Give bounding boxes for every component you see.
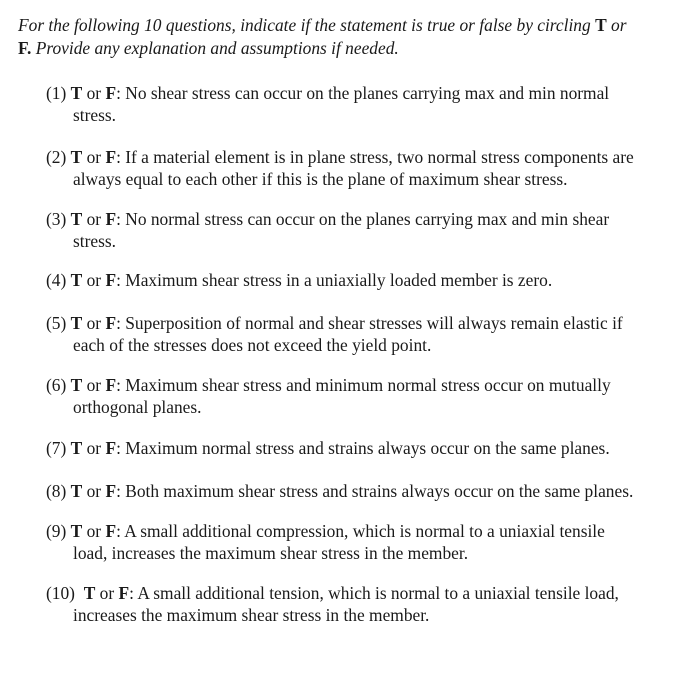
question-line-1	[46, 312, 666, 334]
question-line-1	[46, 437, 666, 459]
instructions	[18, 14, 668, 60]
question-5	[46, 312, 666, 356]
or-label: or	[82, 209, 106, 229]
question-number: (8)	[46, 481, 67, 501]
true-option[interactable]: T	[70, 147, 83, 167]
true-option[interactable]: T	[83, 583, 96, 603]
colon: :	[116, 438, 121, 458]
colon: :	[116, 83, 121, 103]
false-option[interactable]: F	[105, 147, 117, 167]
question-line-2: stress.	[73, 231, 116, 251]
instructions-or: or	[606, 15, 627, 35]
question-text: Maximum normal stress and strains always occur on the same planes.	[120, 438, 610, 458]
question-line-1	[46, 146, 666, 168]
colon: :	[116, 521, 121, 541]
true-option[interactable]: T	[70, 209, 83, 229]
colon: :	[116, 270, 121, 290]
instructions-false-letter: F.	[18, 38, 32, 58]
instructions-line-2	[18, 37, 668, 60]
question-3	[46, 208, 666, 252]
instructions-true-letter: T	[595, 15, 607, 35]
or-label: or	[82, 375, 106, 395]
or-label: or	[95, 583, 119, 603]
instructions-line-1	[18, 14, 668, 37]
colon: :	[129, 583, 134, 603]
false-option[interactable]: F	[105, 375, 117, 395]
false-option[interactable]: F	[105, 521, 117, 541]
question-number: (4)	[46, 270, 67, 290]
question-text: If a material element is in plane stress, two normal stress components are	[120, 147, 634, 167]
question-number: (9)	[46, 521, 67, 541]
question-line-1	[46, 82, 666, 104]
true-option[interactable]: T	[70, 375, 83, 395]
colon: :	[116, 481, 121, 501]
question-number: (2)	[46, 147, 67, 167]
question-line-1	[46, 269, 666, 291]
question-line-1	[46, 374, 666, 396]
question-text: Superposition of normal and shear stresses will always remain elastic if	[120, 313, 623, 333]
question-line-2: each of the stresses does not exceed the yield point.	[73, 335, 432, 355]
question-line-2: stress.	[73, 105, 116, 125]
false-option[interactable]: F	[105, 209, 117, 229]
or-label: or	[82, 270, 106, 290]
false-option[interactable]: F	[105, 438, 117, 458]
question-text: A small additional compression, which is normal to a uniaxial tensile	[120, 521, 605, 541]
question-line-2: load, increases the maximum shear stress in the member.	[73, 543, 469, 563]
question-1	[46, 82, 666, 126]
question-6	[46, 374, 666, 418]
question-text: Both maximum shear stress and strains always occur on the same planes.	[120, 481, 634, 501]
or-label: or	[82, 438, 106, 458]
question-10	[46, 582, 666, 626]
question-number: (1)	[46, 83, 67, 103]
question-number: (6)	[46, 375, 67, 395]
false-option[interactable]: F	[105, 83, 117, 103]
or-label: or	[82, 313, 106, 333]
false-option[interactable]: F	[118, 583, 130, 603]
question-number: (10)	[46, 583, 75, 603]
question-text: No shear stress can occur on the planes carrying max and min normal	[120, 83, 610, 103]
question-text: A small additional tension, which is normal to a uniaxial tensile load,	[133, 583, 619, 603]
instructions-text-1: For the following 10 questions, indicate if the statement is true or false by circling	[18, 15, 596, 35]
question-line-1	[46, 480, 666, 502]
colon: :	[116, 375, 121, 395]
question-9	[46, 520, 666, 564]
colon: :	[116, 209, 121, 229]
question-line-2: always equal to each other if this is the plane of maximum shear stress.	[73, 169, 568, 189]
question-text: Maximum shear stress in a uniaxially loaded member is zero.	[120, 270, 553, 290]
true-option[interactable]: T	[70, 83, 83, 103]
true-option[interactable]: T	[70, 270, 83, 290]
question-2	[46, 146, 666, 190]
question-line-1	[46, 582, 666, 604]
question-7	[46, 437, 666, 459]
false-option[interactable]: F	[105, 270, 117, 290]
question-line-1	[46, 520, 666, 542]
question-line-2: orthogonal planes.	[73, 397, 202, 417]
colon: :	[116, 313, 121, 333]
question-text: Maximum shear stress and minimum normal stress occur on mutually	[120, 375, 611, 395]
instructions-text-2: Provide any explanation and assumptions if needed.	[31, 38, 399, 58]
question-number: (3)	[46, 209, 67, 229]
true-option[interactable]: T	[70, 481, 83, 501]
false-option[interactable]: F	[105, 481, 117, 501]
or-label: or	[82, 521, 106, 541]
question-line-1	[46, 208, 666, 230]
question-8	[46, 480, 666, 502]
or-label: or	[82, 147, 106, 167]
false-option[interactable]: F	[105, 313, 117, 333]
question-4	[46, 269, 666, 291]
true-option[interactable]: T	[70, 521, 83, 541]
question-number: (5)	[46, 313, 67, 333]
question-line-2: increases the maximum shear stress in the member.	[73, 605, 430, 625]
true-option[interactable]: T	[70, 438, 83, 458]
true-option[interactable]: T	[70, 313, 83, 333]
or-label: or	[82, 481, 106, 501]
question-number: (7)	[46, 438, 67, 458]
colon: :	[116, 147, 121, 167]
or-label: or	[82, 83, 106, 103]
question-text: No normal stress can occur on the planes carrying max and min shear	[120, 209, 610, 229]
